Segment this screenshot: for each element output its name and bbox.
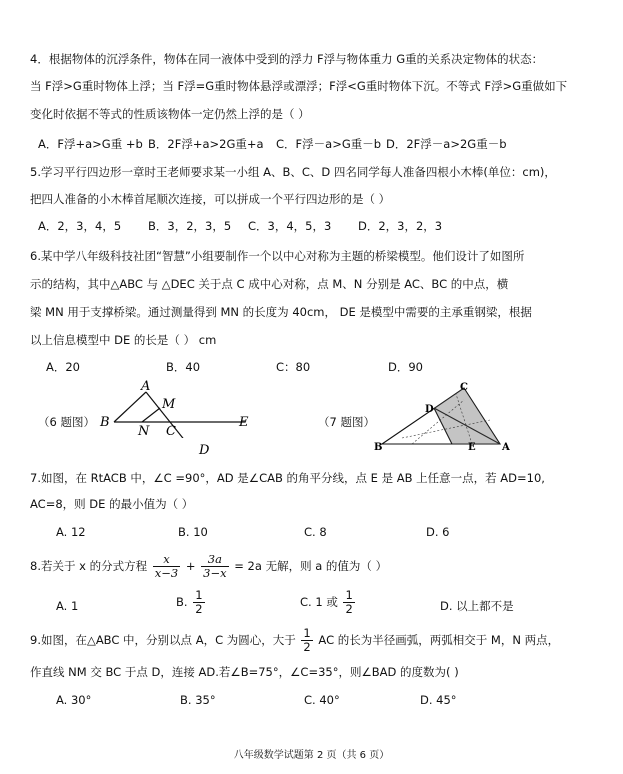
q4-option-c: C．F浮－a>G重－b (276, 137, 382, 151)
q9-line-2: 作直线 NM 交 BC 于点 D，连接 AD.若∠B=75°，∠C=35°，则∠BAD 的度数为( ) (30, 665, 459, 679)
q4-line-2: 当 F浮>G重时物体上浮；当 F浮=G重时物体悬浮或漂浮；F浮<G重时物体下沉。不等式 F浮>G重做如下 (30, 79, 568, 93)
fig6-label-a: A (141, 379, 151, 394)
q4-line-3: 变化时依据不等式的性质该物体一定仍然上浮的是（ ） (30, 107, 310, 121)
q5-line-1: 5.学习平行四边形一章时王老师要求某一小组 A、B、C、D 四名同学每人准备四根小木棒(单位：cm)， (30, 165, 556, 179)
q9-prefix: 9.如图，在△ABC 中，分别以点 A，C 为圆心，大于 (30, 633, 296, 647)
q6-option-a: A．20 (46, 360, 81, 374)
q8-prefix: 8.若关于 x 的分式方程 (30, 559, 148, 573)
q9-fraction-num: 1 (303, 626, 311, 640)
q4-option-a: A．F浮+a>G重 +b (38, 137, 143, 151)
q8-option-c (300, 588, 357, 616)
fig6-label-b: B (100, 415, 110, 430)
q7-option-a: A. 12 (56, 525, 86, 539)
q8-fraction-1-den: x−3 (154, 566, 179, 580)
fig7-label-c: C (460, 382, 468, 393)
q8-fraction-1-num: x (153, 553, 180, 567)
q4-option-d: D．2F浮－a>2G重－b (386, 137, 507, 151)
q8-option-b (176, 588, 207, 616)
q5-option-a: A．2，3，4，5 (38, 219, 122, 233)
fig6-label-n: N (138, 424, 150, 438)
q7-option-c: C. 8 (304, 525, 327, 539)
q9-option-d: D. 45° (420, 693, 457, 707)
q5-option-b: B．3，2，3，5 (148, 219, 232, 233)
q8-fraction-2-den: 3−x (203, 566, 227, 580)
q8-option-c-label: C. 1 或 (300, 595, 338, 609)
q6-line-2: 示的结构，其中△ABC 与 △DEC 关于点 C 成中心对称，点 M、N 分别是 AC、BC 的中点，横 (30, 277, 509, 291)
fig6-diagram (90, 378, 270, 438)
q9-fraction (301, 627, 312, 654)
fig7-diagram (372, 380, 522, 452)
q8-fraction-2-num: 3a (201, 553, 228, 567)
q8-suffix: = 2a 无解，则 a 的值为（ ） (234, 559, 388, 573)
q8-option-b-fraction (193, 589, 204, 616)
fig6-label-d: D (199, 443, 210, 458)
page-footer: 八年级数学试题第 2 页（共 6 页） (233, 750, 390, 761)
fig6-label-c: C (166, 424, 176, 438)
q7-line-1: 7.如图，在 RtACB 中，∠C =90°，AD 是∠CAB 的角平分线，点 E 是 AB 上任意一点，若 AD=10, (30, 471, 545, 485)
fig6-label-m: M (162, 397, 176, 412)
q4-option-b: B．2F浮+a>2G重+a (148, 137, 264, 151)
q4-line-1: 4．根据物体的沉浮条件，物体在同一液体中受到的浮力 F浮与物体重力 G重的关系决定物体的状态： (30, 52, 544, 66)
q8-option-b-den: 2 (195, 602, 203, 616)
q9-suffix: AC 的长为半径画弧，两弧相交于 M，N 两点， (318, 633, 560, 647)
q8-plus: + (185, 559, 196, 573)
fig7-label-a: A (502, 442, 510, 452)
q7-option-d: D. 6 (426, 525, 450, 539)
q8-line (30, 552, 387, 580)
q5-option-d: D．2，3，2，3 (358, 219, 443, 233)
fig6-label-d-wrap (196, 440, 216, 460)
q6-option-c: C：80 (276, 360, 311, 374)
q8-option-a: A. 1 (56, 599, 79, 613)
q9-option-c: C. 40° (304, 693, 340, 707)
q6-option-d: D．90 (388, 360, 423, 374)
q6-line-1: 6.某中学八年级科技社团“智慧”小组要制作一个以中心对称为主题的桥梁模型。他们设计了如图所 (30, 249, 525, 263)
q7-line-2: AC=8，则 DE 的最小值为（ ） (30, 497, 194, 511)
q9-line-1 (30, 626, 559, 654)
fig6-label-e: E (239, 415, 249, 430)
q9-option-b: B. 35° (180, 693, 216, 707)
q9-fraction-den: 2 (303, 640, 311, 654)
q5-line-2: 把四人准备的小木棒首尾顺次连接，可以拼成一个平行四边形的是（ ） (30, 192, 391, 206)
q8-option-c-num: 1 (345, 588, 353, 602)
q8-fraction-2 (201, 553, 228, 580)
fig7-label-b: B (374, 442, 383, 452)
fig6-caption: （6 题图） (38, 415, 95, 429)
q8-fraction-1 (153, 553, 180, 580)
fig7-label-d: D (425, 404, 434, 415)
q6-option-b: B．40 (166, 360, 201, 374)
q6-line-4: 以上信息模型中 DE 的长是（ ） cm (30, 333, 217, 347)
q8-option-c-den: 2 (345, 602, 353, 616)
q5-option-c: C．3，4，5，3 (248, 219, 332, 233)
fig7-caption: （7 题图） (318, 415, 375, 429)
q8-option-c-fraction (343, 589, 354, 616)
q6-line-3: 梁 MN 用于支撑桥梁。通过测量得到 MN 的长度为 40cm， DE 是模型中需要的主承重钢梁，根据 (30, 305, 532, 319)
fig7-label-e: E (468, 442, 476, 452)
q8-option-d: D. 以上都不是 (440, 599, 514, 613)
q8-option-b-num: 1 (195, 588, 203, 602)
q8-option-b-label: B. (176, 595, 188, 609)
q9-option-a: A. 30° (56, 693, 92, 707)
q7-option-b: B. 10 (178, 525, 208, 539)
